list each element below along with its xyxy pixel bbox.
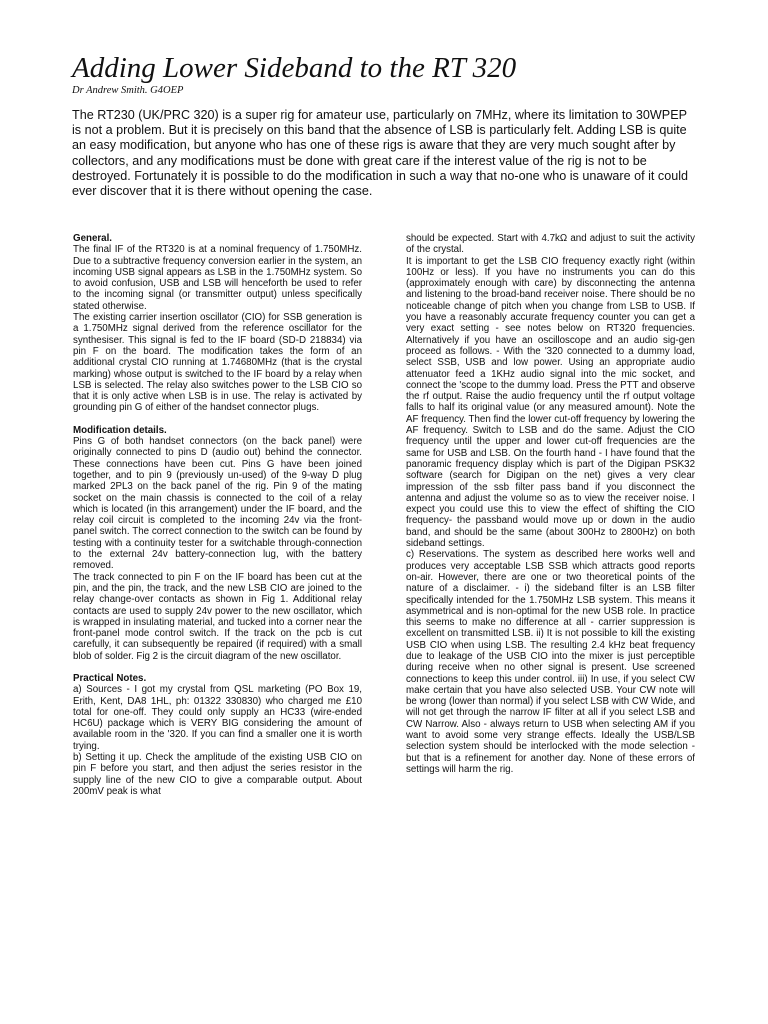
section-heading-practical-notes: Practical Notes. bbox=[73, 672, 147, 684]
paragraph: should be expected. Start with 4.7kΩ and adjust to suit the activity of the crystal. bbox=[406, 233, 695, 256]
article-author: Dr Andrew Smith. G4OEP bbox=[72, 85, 184, 96]
paragraph: b) Setting it up. Check the amplitude of the existing USB CIO on pin F before you start, and then adjust the series resistor in the supply line of the new CIO to give a comparable output. About 200mV peak is what bbox=[73, 752, 362, 797]
section-heading-general: General. bbox=[73, 233, 113, 244]
paragraph: The track connected to pin F on the IF board has been cut at the pin, and the pin, the track, and the new LSB CIO are joined to the relay change-over contacts as shown in Fig 1. Additional relay contacts are used to supply 24v power to the new oscillator, which is wrapped in insulating material, and tucked into a corner near the front-panel mode control switch. If the track on the pcb is cut carefully, it can subsequently be repaired (if required) with a small blob of solder. Fig 2 is the circuit diagram of the new oscillator. bbox=[73, 571, 362, 662]
right-column bbox=[406, 233, 695, 775]
paragraph: a) Sources - I got my crystal from QSL marketing (PO Box 19, Erith, Kent, DA8 1HL, ph: 01322 330830) who charged me £10 total for one-off. They could only supply an HC33 (wire-ended HC6U) package which is VERY BIG considering the amount of available room in the '320. If you can find a smaller one it is worth trying. bbox=[73, 684, 362, 752]
paragraph: The final IF of the RT320 is at a nominal frequency of 1.750MHz. Due to a subtractive frequency conversion earlier in the system, an incoming USB signal appears as LSB in the 1.750MHz system. So to avoid confusion, USB and LSB will henceforth be used to refer to the incoming signal (or transmitter output) unless specifically stated otherwise. bbox=[73, 244, 362, 312]
article-title: Adding Lower Sideband to the RT 320 bbox=[72, 52, 517, 84]
left-column bbox=[73, 233, 362, 797]
section-heading-modification: Modification details. bbox=[73, 424, 167, 436]
paragraph: Pins G of both handset connectors (on the back panel) were originally connected to pins D (audio out) behind the connector. These connections have been cut. Pins G have been joined together, and to pin 9 (previously un-used) of the 9-way D plug marked 2PL3 on the back panel of the rig. Pin 9 of the mating socket on the main chassis is connected to the coil of a relay which is located (in this arrangement) under the IF board, and the relay coil circuit is completed to the incoming 24v via the front-panel switch. The correct connection to the switch can be found by testing with a continuity tester for a switchable through-connection to the external 24v battery-connection lug, with the battery removed. bbox=[73, 436, 362, 572]
paragraph: c) Reservations. The system as described here works well and produces very acceptable LSB SSB which attracts good reports on-air. However, there are one or two theoretical points of the nature of a disclaimer. - i) the sideband filter is an LSB filter specifically intended for the 1.750MHz LSB system. This means it asymmetrical and is non-optimal for the new USB role. In practice this seems to make no difference at all - carrier suppression is excellent on transmitted LSB. ii) It is not possible to kill the existing USB CIO when using LSB. The resulting 2.4 kHz beat frequency due to leakage of the USB CIO into the mixer is just perceptible during receive when no other signal is present. Use screened connections to keep this under control. iii) In use, if you select CW make certain that you have also selected USB. Your CW note will be wrong (lower than normal) if you select LSB with CW Wide, and will not get through the narrow IF filter at all if you select LSB and CW Narrow. Also - always return to USB when selecting AM if you want to avoid some very strange effects. Ideally the USB/LSB selection system should be interlocked with the mode selection - but that is a refinement for another day. None of these errors of settings will harm the rig. bbox=[406, 549, 695, 775]
paragraph: The existing carrier insertion oscillator (CIO) for SSB generation is a 1.750MHz signal derived from the reference oscillator for the synthesiser. This signal is fed to the IF board (SD-D 218834) via pin F on the board. The modification takes the form of an additional crystal CIO running at 1.74680MHz (that is the crystal marking) whose output is switched to the IF board by a relay when LSB is selected. The relay also switches power to the LSB CIO so that it is only active when LSB is in use. The relay is activated by grounding pin G of either of the handset connector plugs. bbox=[73, 312, 362, 414]
paragraph: It is important to get the LSB CIO frequency exactly right (within 100Hz or less). If you have no instruments you can do this (approximately enough with care) by disconnecting the antenna and listening to the broad-band receiver noise. There should be no noticeable change of pitch when you change from LSB to USB. If you have a reasonably accurate frequency counter you can get a very exact setting - see notes below on RT320 frequencies. Alternatively if you have an oscilloscope and an audio sig-gen proceed as follows. - With the '320 connected to a dummy load, select SSB, USB and low power. Using an appropriate audio attenuator feed a 1KHz audio signal into the mic socket, and connect the 'scope to the dummy load. Press the PTT and observe the rf output. Raise the audio frequency until the rf output voltage falls to half its original value (or any measured amount). Note the AF frequency. Then find the lower cut-off frequency by lowering the AF frequency. Switch to LSB and do the same. Adjust the CIO frequency until the upper and lower cut-off frequencies are the same for USB and LSB. On the fourth hand - I have found that the panoramic frequency display which is part of the Digipan PSK32 software (search for Digipan on the net) gives a very clear impression of the ssb filter pass band if you disconnect the antenna and adjust the volume so as to view the receiver noise. I expect you could use this to view the effect of shifting the CIO frequency- the passband would move up or down in the audio band, and should be the same (about 300Hz to 2800Hz) on both sideband settings. bbox=[406, 255, 695, 550]
intro-paragraph: The RT230 (UK/PRC 320) is a super rig for amateur use, particularly on 7MHz, where its limitation to 30WPEP is not a problem. But it is precisely on this band that the absence of LSB is particularly felt. Adding LSB is quite an easy modification, but anyone who has one of these rigs is aware that they are very much sought after by collectors, and any modifications must be done with great care if the interest value of the rig is not to be destroyed. Fortunately it is possible to do the modification in such a way that no-one who is unaware of it could ever discover that it is there without opening the case. bbox=[72, 108, 689, 199]
